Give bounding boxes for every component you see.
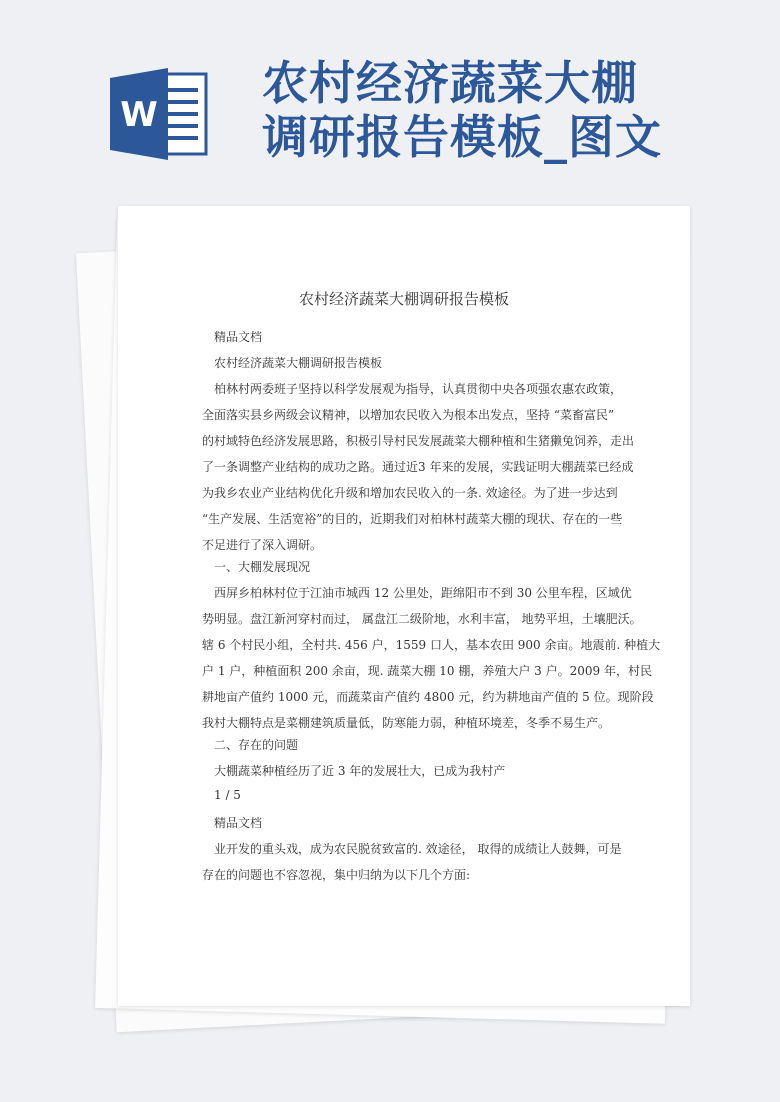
- document-title: 农村经济蔬菜大棚调研报告模板: [298, 290, 509, 308]
- page-title: [262, 56, 762, 164]
- svg-text:W: W: [120, 95, 158, 135]
- section-heading: 二、存在的问题: [214, 738, 299, 752]
- doc-line: 我村大棚特点是菜棚建筑质量低，防寒能力弱，种植环境差，冬季不易生产。: [202, 716, 611, 730]
- doc-line: 西屏乡柏林村位于江油市城西 12 公里处，距绵阳市不到 30 公里车程，区域优: [214, 586, 632, 600]
- doc-line: 存在的问题也不容忽视，集中归纳为以下几个方面:: [202, 868, 471, 882]
- doc-line: 精品文档: [214, 816, 263, 830]
- doc-line: 耕地亩产值约 1000 元，而蔬菜亩产值约 4800 元，约为耕地亩产值的 5 位。现阶段: [202, 690, 654, 704]
- doc-line: 农村经济蔬菜大棚调研报告模板: [214, 356, 383, 370]
- doc-line: 业开发的重头戏，成为农民脱贫致富的. 效途径， 取得的成绩让人鼓舞，可是: [214, 842, 622, 856]
- doc-line: “生产发展、生活宽裕”的目的，近期我们对柏林村蔬菜大棚的现状、存在的一些: [202, 512, 623, 526]
- doc-line: 辖 6 个村民小组，全村共. 456 户，1559 口人，基本农田 900 余亩。地震前. 种植大: [202, 638, 661, 652]
- doc-line: 全面落实县乡两级会议精神，以增加农民收入为根本出发点，坚持 “菜畜富民”: [202, 408, 615, 422]
- doc-line: 不足进行了深入调研。: [202, 538, 323, 552]
- doc-line: 了一条调整产业结构的成功之路。通过近3 年来的发展，实践证明大棚蔬菜已经成: [202, 460, 634, 474]
- word-document-icon: [108, 66, 208, 162]
- page-title-line-2: 调研报告模板_图文: [262, 110, 662, 164]
- doc-line: 柏林村两委班子坚持以科学发展观为指导，认真贯彻中央各项强农惠农政策，: [214, 382, 623, 396]
- doc-line: 为我乡农业产业结构优化升级和增加农民收入的一条. 效途径。为了进一步达到: [202, 486, 618, 500]
- doc-line: 大棚蔬菜种植经历了近 3 年的发展壮大，已成为我村产: [214, 764, 506, 778]
- doc-line: 势明显。盘江新河穿村而过， 属盘江二级阶地，水利丰富， 地势平坦，土壤肥沃。: [202, 612, 642, 626]
- page-title-line-1: 农村经济蔬菜大棚: [262, 56, 638, 110]
- doc-line: 的村域特色经济发展思路，积极引导村民发展蔬菜大棚种植和生猪獭兔饲养，走出: [202, 434, 635, 448]
- page-number: 1 / 5: [214, 788, 241, 802]
- doc-line: 精品文档: [214, 330, 263, 344]
- doc-line: 户 1 户，种植面积 200 余亩，现. 蔬菜大棚 10 棚，养殖大户 3 户。2009 年，村民: [202, 664, 652, 678]
- document-page: [118, 206, 690, 1006]
- section-heading: 一、大棚发展现况: [214, 560, 311, 574]
